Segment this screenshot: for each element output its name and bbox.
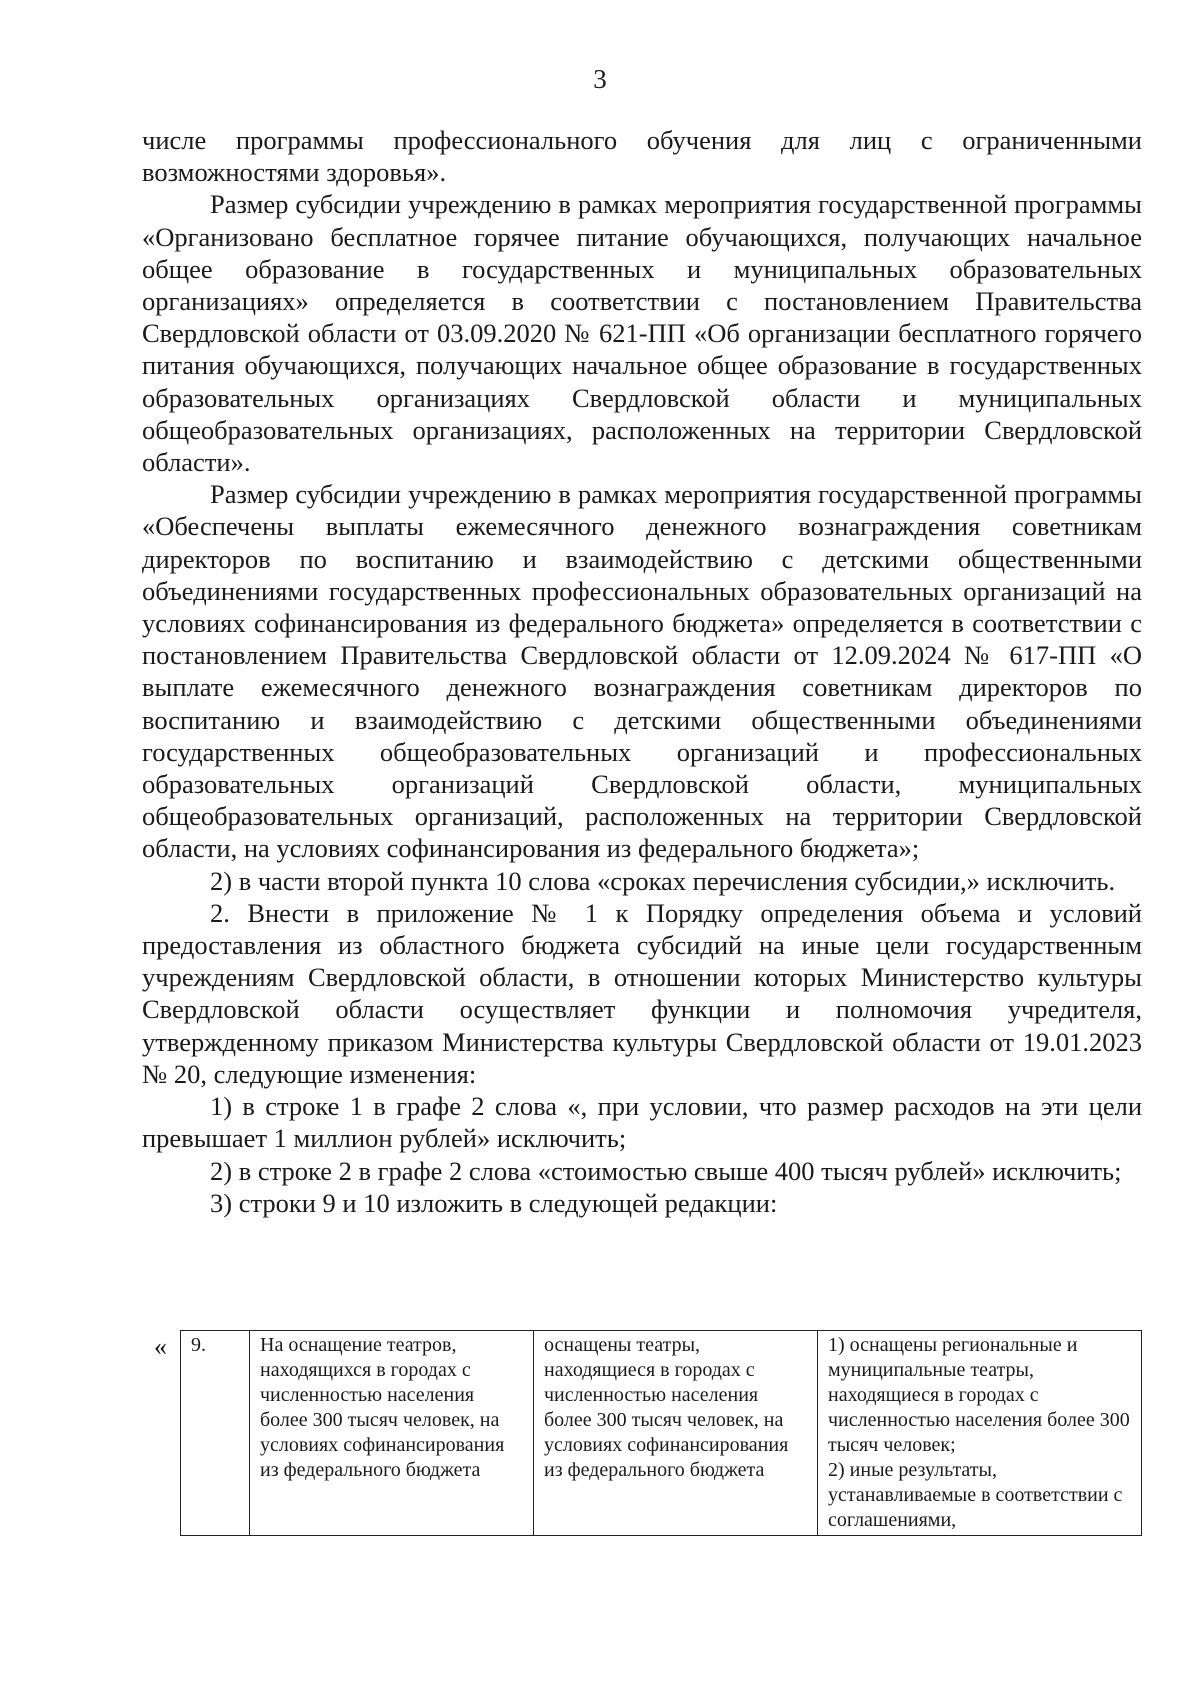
page-number: 3	[593, 64, 607, 94]
table-cell-row-number: 9.	[181, 1331, 250, 1536]
paragraph-subitem-3: 3) строки 9 и 10 изложить в следующей редакции:	[210, 1187, 778, 1218]
paragraph-continuation: числе программы профессионального обучения для лиц с ограниченными возможностями здоровья».	[142, 125, 1142, 188]
paragraph-subitem-2: 2) в строке 2 в графе 2 слова «стоимостью свыше 400 тысяч рублей» исключить;	[210, 1155, 1122, 1186]
paragraph-hot-meals-subsidy: Размер субсидии учреждению в рамках мероприятия государственной программы «Организовано бесплатное горячее питание обучающихся, получающих начальное общее образование в государственных и муниципальных образовательных организациях» определяется в соответствии с постановлением Правительства Свердловской области от 03.09.2020 № 621-ПП «Об организации бесплатного горячего питания обучающихся, получающих начальное общее образование в государственных образовательных организациях Свердловской области и муниципальных общеобразовательных организациях, расположенных на территории Свердловской области».	[142, 189, 1142, 478]
paragraph-item-2: 2) в части второй пункта 10 слова «сроках перечисления субсидии,» исключить.	[210, 865, 1116, 896]
table-row	[181, 1331, 1142, 1536]
paragraph-advisors-subsidy: Размер субсидии учреждению в рамках мероприятия государственной программы «Обеспечены выплаты ежемесячного денежного вознаграждения советникам директоров по воспитанию и взаимодействию с детскими общественными объединениями государственных профессиональных образовательных организаций на условиях софинансирования из федерального бюджета» определяется в соответствии с постановлением Правительства Свердловской области от 12.09.2024 № 617-ПП «О выплате ежемесячного денежного вознаграждения советникам директоров по воспитанию и взаимодействию с детскими общественными объединениями государственных общеобразовательных организаций и профессиональных образовательных организаций Свердловской области, муниципальных общеобразовательных организаций, расположенных на территории Свердловской области, на условиях софинансирования из федерального бюджета»;	[142, 479, 1142, 864]
document-body	[142, 124, 1142, 1219]
table-cell-purpose: На оснащение театров, находящихся в городах с численностью населения более 300 тысяч человек, на условиях софинансирования из федерального бюджета	[250, 1331, 534, 1536]
table-open-quote: «	[154, 1332, 167, 1361]
list-item: 1) оснащены региональные и муниципальные театры, находящиеся в городах с численностью населения более 300 тысяч человек;	[828, 1334, 1130, 1456]
table-cell-results-list	[818, 1331, 1142, 1536]
table-cell-result: оснащены театры, находящиеся в городах с численностью населения более 300 тысяч человек, на условиях софинансирования из федерального бюджета	[534, 1331, 818, 1536]
list-item: 2) иные результаты, устанавливаемые в соответствии с соглашениями,	[828, 1459, 1123, 1531]
paragraph-subitem-1: 1) в строке 1 в графе 2 слова «, при условии, что размер расходов на эти цели превышает 1 миллион рублей» исключить;	[142, 1091, 1142, 1154]
amendment-table	[180, 1330, 1142, 1536]
paragraph-section-2: 2. Внести в приложение № 1 к Порядку определения объема и условий предоставления из областного бюджета субсидий на иные цели государственным учреждениям Свердловской области, в отношении которых Министерство культуры Свердловской области осуществляет функции и полномочия учредителя, утвержденному приказом Министерства культуры Свердловской области от 19.01.2023 № 20, следующие изменения:	[142, 897, 1142, 1089]
